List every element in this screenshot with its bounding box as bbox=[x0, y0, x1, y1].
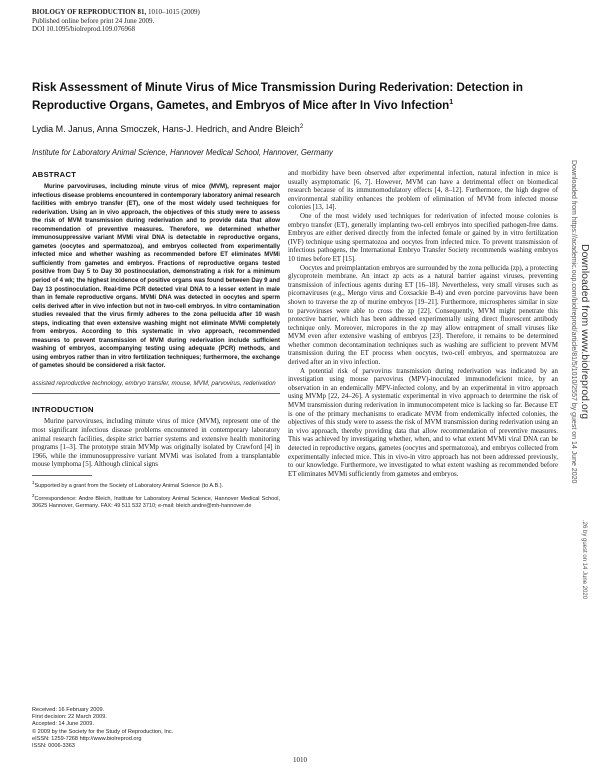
received-date: Received: 16 February 2009. bbox=[32, 707, 105, 713]
footnote-2-mark: 2 bbox=[32, 493, 35, 499]
journal-name: BIOLOGY OF REPRODUCTION bbox=[32, 8, 136, 16]
footnote-2 bbox=[32, 492, 280, 510]
journal-header bbox=[32, 8, 200, 34]
journal-volume: 81, bbox=[137, 8, 147, 16]
title-footnote-mark: 1 bbox=[449, 99, 454, 106]
introduction-heading: INTRODUCTION bbox=[32, 405, 94, 415]
doi: DOI 10.1095/biolreprod.109.076968 bbox=[32, 25, 136, 33]
copyright: © 2009 by the Society for the Study of Reproduction, Inc. bbox=[32, 728, 174, 735]
institution: Institute for Laboratory Animal Science, Hannover Medical School, Hannover, Germany bbox=[32, 148, 333, 157]
body-paragraph-4: A potential risk of parvovirus transmission during rederivation was indicated by an investigation using mouse parvovirus (MPV)-inoculated immunodeficient mice, by an observation in an endemically MPV-infected colony, and by an experimental in vitro approach using MVMp [22, 24–26]. A systematic experimental in vivo approach to determine the risk of MVM transmission during rederivation in immunocompetent mice is lacking so far. Because ET is one of the primary mechanisms to eradicate MVM from endemically infected colonies, the objectives of this study were to assess the risk of MVM transmission during rederivation using an in vivo approach, thereby providing data that allow recommendation of preventive measures. This was achieved by investigating whether, when, and to what extent MVMi viral DNA can be detected in reproductive organs, gametes (oocytes and spermatozoa), and embryos collected from experimentally infected mice. This in vivo-in vitro approach has not been addressed previously, to our knowledge. Furthermore, we investigated to what extent washing as recommended before ET eliminates MVMi sufficiently from gametes and embryos. bbox=[288, 367, 558, 478]
author-list bbox=[32, 124, 303, 134]
eissn: eISSN: 1259-7268 http://www.biolreprod.org bbox=[32, 735, 142, 742]
footnote-1-text: Supported by a grant from the Society of Laboratory Animal Science (to A.B.). bbox=[34, 482, 224, 489]
footnote-1-mark: 1 bbox=[32, 480, 35, 485]
authors-text: Lydia M. Janus, Anna Smoczek, Hans-J. Hedrich, and Andre Bleich bbox=[32, 124, 300, 134]
right-column bbox=[288, 170, 558, 479]
author-footnote-mark: 2 bbox=[299, 124, 304, 130]
body-paragraph-3: Oocytes and preimplantation embryos are surrounded by the zona pellucida (zp), a protecting glycoprotein membrane. An intact zp acts as a natural barrier against viruses, preventing transmission of infectious agents during ET [16–18]. Nevertheless, very small viruses such as picornaviruses (e.g., Mengo virus and Coxsackie B-4) and even porcine parvovirus have been shown to traverse the zp of murine embryos [19–21]. Furthermore, microspheres similar in size to parvoviruses were able to cross the zp [22]. Consequently, MVM might penetrate this protective barrier, which has been addressed experimentally using direct fluorescent antibody technique only. Moreover, micropores in the zp may allow entrapment of small viruses like MVM even after extensive washing of embryos [23]. Therefore, it remains to be determined whether common decontamination techniques such as washing are sufficient to prevent MVM transmission during the ET process when oocytes, two-cell embryos, and spermatozoa are derived after an in vivo infection. bbox=[288, 264, 558, 367]
introduction-text: Murine parvoviruses, including minute virus of mice (MVM), represent one of the most significant infectious disease problems encountered in contemporary laboratory animal research facilities, despite strict barrier systems and extensive health monitoring programs [1–3]. The prototype strain MVMp was originally isolated by Crawford [4] in 1966, while the immunosuppressive variant MVMi was isolated from a transplantable mouse lymphoma [5]. Although clinical signs bbox=[32, 418, 280, 469]
footnote-2-text: Correspondence: Andre Bleich, Institute for Laboratory Animal Science, Hannover Medical School, 30625 Hannover, Germany. FAX: 49 511 532 3710; e-mail: bleich.andre@mh-hannover.de bbox=[32, 495, 280, 510]
footnote-divider bbox=[32, 475, 92, 476]
abstract-heading: ABSTRACT bbox=[32, 170, 77, 179]
page-number: 1010 bbox=[293, 756, 307, 764]
download-watermark-link[interactable]: Downloaded from www.biolreprod.org bbox=[579, 244, 591, 420]
issn: ISSN: 0006-3363 bbox=[32, 743, 75, 750]
article-title-text: Risk Assessment of Minute Virus of Mice Transmission During Rederivation: Detection in Reproductive Organs, Gametes, and Embryos of Mice after In Vivo Infection bbox=[32, 81, 523, 112]
journal-pages: 1010–1015 (2009) bbox=[147, 8, 200, 16]
body-paragraph-1: and morbidity have been observed after experimental infection, natural infection in mice is usually asymptomatic [6, 7]. However, MVM can have a detrimental effect on biomedical research because of its immunomodulatory effects [4, 8–12]. Furthermore, the high degree of environmental stability enhances the problem of elimination of MVM from infected mouse colonies [13, 14]. bbox=[288, 170, 558, 212]
article-title bbox=[32, 80, 562, 113]
first-decision-date: First decision: 22 March 2009. bbox=[32, 714, 107, 721]
download-watermark-small: Downloaded from https://academic.oup.com/biolreprod/article/81/5/1010/2557 by guest on 14 June 2020 bbox=[570, 160, 577, 484]
accepted-date: Accepted: 14 June 2009. bbox=[32, 721, 94, 728]
footnote-1 bbox=[32, 479, 280, 490]
left-column bbox=[32, 170, 280, 512]
keywords-divider bbox=[32, 393, 280, 394]
publication-info bbox=[32, 707, 173, 750]
body-paragraph-2: One of the most widely used techniques for rederivation of infected mouse colonies is embryo transfer (ET), generally implanting two-cell embryos into specified pathogen-free dams. Embryos are either derived directly from the infected female or gained by in vitro fertilization (IVF) technique using spermatozoa and oocytes from infected mice. To prevent transmission of infectious pathogens, the International Embryo Transfer Society recommends washing embryos 10 times before ET [15]. bbox=[288, 212, 558, 263]
download-watermark-date: .26 by guest on 14 June 2020 bbox=[581, 520, 587, 600]
publication-note: Published online before print 24 June 2009. bbox=[32, 16, 155, 25]
abstract-text: Murine parvoviruses, including minute virus of mice (MVM), represent major infectious disease problems encountered in contemporary laboratory animal research facilities with embryo transfer (ET), one of the most widely used techniques for rederivation. Using an in vivo approach, the objectives of this study were to assess the risk of MVM transmission during rederivation and to provide data that allow recommendation of preventive measures. Therefore, we determined whether immunosuppressive variant MVMi viral DNA is detectable in reproductive organs, gametes (oocytes and spermatozoa), and embryos collected from experimentally infected mice and whether washing as recommended before ET eliminates MVMi sufficiently from gametes and embryos. Fractions of reproductive organs tested positive from Day 5 to Day 30 postinoculation, demonstrating a risk for a minimum period of 4 wk; the highest incidence of positive organs was found between Day 9 and Day 13 postinoculation. Real-time PCR detected viral DNA to a lesser extent in male than in female reproductive organs. MVMi DNA was detected in oocytes and sperm cells derived after in vivo infection but not in two-cell embryos. In vitro contamination studies revealed that the virus firmly adheres to the zona pellucida after 10 wash steps, indicating that even extensive washing might not eliminate MVMi completely from embryos. According to this systematic in vivo approach, recommended measures to prevent transmission of MVM during rederivation include sufficient washing of embryos, accompanying testing using adequate (PCR) methods, and using embryos rather than in vitro fertilization techniques; furthermore, the exchange of gametes should be considered a risk factor. bbox=[32, 184, 280, 370]
keywords: assisted reproductive technology, embryo transfer, mouse, MVM, parvovirus, rederivation bbox=[32, 380, 276, 388]
